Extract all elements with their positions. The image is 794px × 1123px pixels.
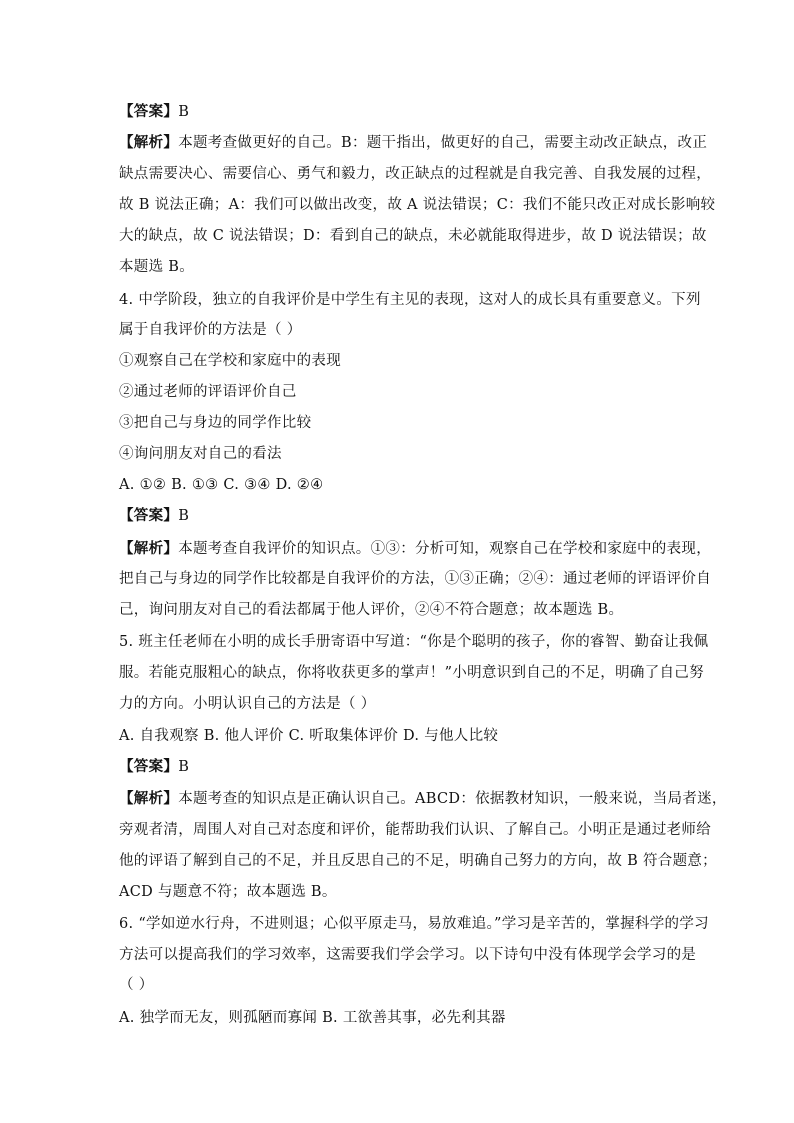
analysis-text: 本题考查的知识点是正确认识自己。ABCD：依据教材知识，一般来说，当局者迷， — [178, 791, 727, 807]
answer-tag: 【答案】 — [119, 103, 179, 120]
options-line: A. 自我观察 B. 他人评价 C. 听取集体评价 D. 与他人比较 — [119, 728, 499, 744]
question-line: （ ） — [119, 977, 154, 993]
analysis-text: 本题考查做更好的自己。B：题干指出，做更好的自己，需要主动改正缺点，改正 — [178, 135, 708, 151]
analysis-line — [119, 789, 727, 809]
statement-item: ③把自己与身边的同学作比较 — [119, 415, 312, 431]
analysis-tag: 【解析】 — [119, 134, 179, 151]
analysis-line — [119, 539, 711, 559]
answer-value: B — [178, 759, 190, 775]
statement-item: ④询问朋友对自己的看法 — [119, 446, 282, 462]
options-line: A. ①② B. ①③ C. ③④ D. ②④ — [119, 477, 324, 493]
question-line: 6. “学如逆水行舟，不进则退；心似平原走马，易放难追。”学习是辛苦的，掌握科学的学习 — [119, 916, 709, 932]
answer-line — [119, 506, 679, 526]
analysis-line: 大的缺点，故 C 说法错误；D：看到自己的缺点，未必就能取得进步，故 D 说法错误；故 — [119, 228, 707, 244]
analysis-line — [119, 133, 708, 153]
question-line: 方法可以提高我们的学习效率，这需要我们学会学习。以下诗句中没有体现学会学习的是 — [119, 947, 697, 963]
answer-tag: 【答案】 — [119, 758, 179, 775]
analysis-line: 己，询问朋友对自己的看法都属于他人评价，②④不符合题意；故本题选 B。 — [119, 602, 624, 618]
analysis-tag: 【解析】 — [119, 540, 179, 557]
options-line: A. 独学而无友，则孤陋而寡闻 B. 工欲善其事，必先利其器 — [119, 1010, 506, 1026]
question-line: 服。若能克服粗心的缺点，你将收获更多的掌声！”小明意识到自己的不足，明确了自己努 — [119, 665, 704, 681]
answer-value: B — [178, 104, 190, 120]
question-line: 4. 中学阶段，独立的自我评价是中学生有主见的表现，这对人的成长具有重要意义。下列 — [119, 292, 701, 308]
analysis-line: 缺点需要决心、需要信心、勇气和毅力，改正缺点的过程就是自我完善、自我发展的过程， — [119, 166, 711, 182]
question-line: 力的方向。小明认识自己的方法是（ ） — [119, 696, 376, 712]
statement-item: ②通过老师的评语评价自己 — [119, 384, 297, 400]
answer-line — [119, 102, 679, 122]
analysis-line: 故 B 说法正确；A：我们可以做出改变，故 A 说法错误；C：我们不能只改正对成长影响较 — [119, 197, 716, 213]
answer-line — [119, 757, 679, 777]
question-line: 5. 班主任老师在小明的成长手册寄语中写道：“你是个聪明的孩子，你的睿智、勤奋让我佩 — [119, 634, 709, 650]
analysis-text: 本题考查自我评价的知识点。①③：分析可知，观察自己在学校和家庭中的表现， — [178, 541, 711, 557]
analysis-line: 他的评语了解到自己的不足，并且反思自己的不足，明确自己努力的方向，故 B 符合题意； — [119, 853, 717, 869]
answer-tag: 【答案】 — [119, 507, 179, 524]
analysis-line: 把自己与身边的同学作比较都是自我评价的方法，①③正确；②④：通过老师的评语评价自 — [119, 571, 711, 587]
question-line: 属于自我评价的方法是（ ） — [119, 322, 302, 338]
statement-item: ①观察自己在学校和家庭中的表现 — [119, 353, 341, 369]
analysis-line: 本题选 B。 — [119, 259, 195, 275]
analysis-tag: 【解析】 — [119, 790, 179, 807]
analysis-line: 旁观者清，周围人对自己对态度和评价，能帮助我们认识、了解自己。小明正是通过老师给 — [119, 822, 711, 838]
analysis-line: ACD 与题意不符；故本题选 B。 — [119, 884, 337, 900]
answer-value: B — [178, 508, 190, 524]
